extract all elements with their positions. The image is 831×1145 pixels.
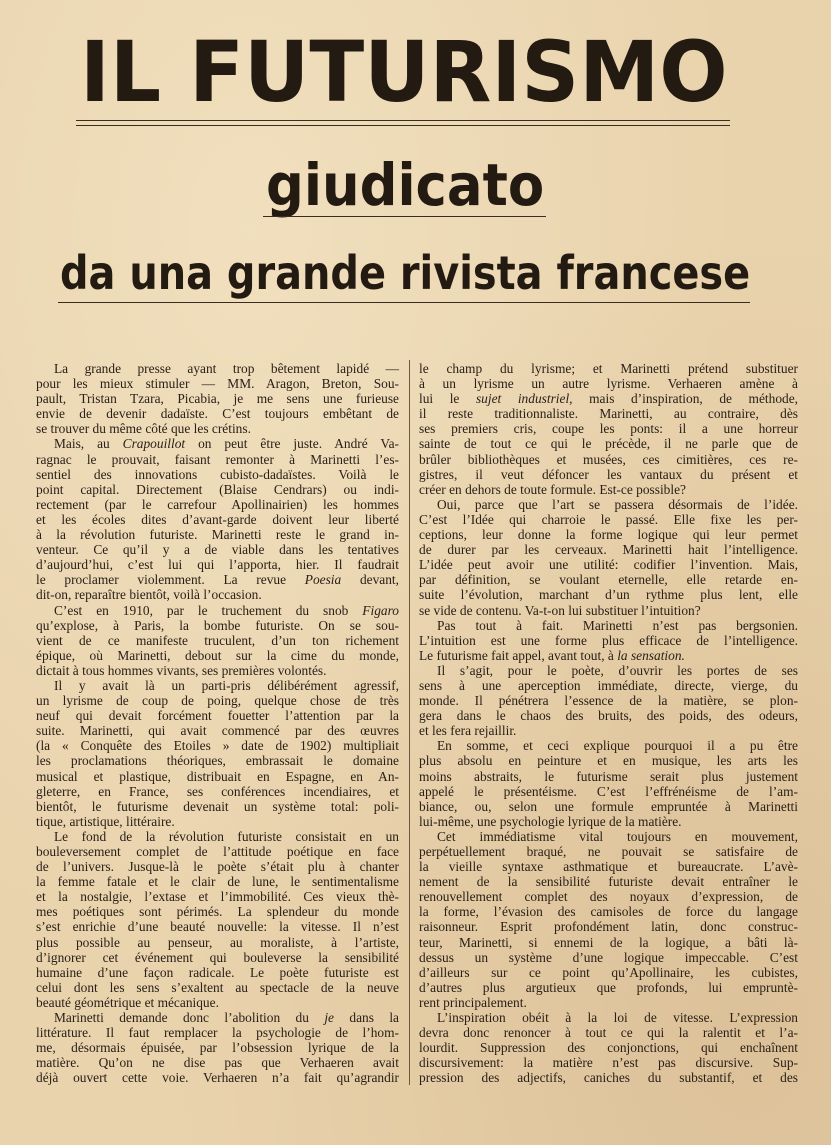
- article-line: [419, 376, 798, 391]
- article-line: [419, 1010, 798, 1025]
- italic-text: je: [324, 1010, 334, 1026]
- article-line: [36, 512, 399, 527]
- article-line: [36, 618, 399, 633]
- article-line: [36, 799, 399, 814]
- text-segment: la forme, l’évasion des camisoles de force du langage: [419, 904, 798, 920]
- text-segment: L’intuition est une forme plus efficace de l’intelligence.: [419, 632, 798, 648]
- article-line: [36, 467, 399, 482]
- article-line: [419, 995, 798, 1010]
- text-segment: tique, artistique, littéraire.: [36, 813, 175, 829]
- article-line: [36, 995, 399, 1010]
- article-line: [419, 904, 798, 919]
- text-segment: sainte de tout ce qui le précède, il ne parle que de: [419, 436, 798, 452]
- text-segment: d’autres plus argutieux que profonds, lui empruntè-: [419, 979, 798, 995]
- text-segment: monde. Il pénétrera l’essence de la matière, se plon-: [419, 693, 798, 709]
- text-segment: teur, Marinetti, si ennemi de la logique, a bâti là-: [419, 934, 798, 950]
- text-segment: épique, où Marinetti, debout sur la cime du monde,: [36, 647, 399, 663]
- article-line: [36, 769, 399, 784]
- article-line: [419, 452, 798, 467]
- article-line: [419, 950, 798, 965]
- text-segment: se vide de contenu. Va-t-on lui substituer l’intuition?: [419, 602, 701, 618]
- title-double-rule-top: [76, 120, 730, 121]
- article-line: [419, 723, 798, 738]
- article-line: [36, 1010, 399, 1025]
- text-segment: gistres, il veut défoncer les vantaux du présent et: [419, 466, 798, 482]
- text-segment: gera dans le chaos des bruits, des poids, des odeurs,: [419, 708, 798, 724]
- text-segment: nement de la sensibilité futuriste devait entraîner le: [419, 874, 798, 890]
- text-segment: biance, ou, selon une formule empruntée à Marinetti: [419, 798, 798, 814]
- text-segment: humaine d’une façon radicale. Le poète futuriste est: [36, 964, 399, 980]
- italic-text: Crapouillot: [122, 436, 186, 452]
- article-line: [419, 1040, 798, 1055]
- article-line: [36, 1025, 399, 1040]
- article-line: [36, 482, 399, 497]
- text-segment: mais d’inspiration, de méthode,: [572, 391, 799, 407]
- italic-text: Poesia: [304, 572, 342, 588]
- article-line: [36, 542, 399, 557]
- italic-text: la sensation.: [617, 647, 685, 663]
- text-segment: En somme, et ceci explique pourquoi il a pu être: [437, 738, 798, 754]
- text-segment: lui-même, une psychologie lyrique de la matière.: [419, 813, 682, 829]
- text-segment: de durer par les cerveaux. Marinetti hait l’intelligence.: [419, 542, 798, 558]
- text-segment: me, désormais épuisée, par l’obsession lyrique de la: [36, 1040, 399, 1056]
- article-line: [419, 829, 798, 844]
- article-line: [36, 452, 399, 467]
- article-line: [36, 633, 399, 648]
- text-segment: pression des adjectifs, caniches du substantif, et des: [419, 1070, 798, 1086]
- article-line: [419, 769, 798, 784]
- text-segment: Le fond de la révolution futuriste consistait en un: [54, 828, 399, 844]
- text-segment: le champ du lyrisme; et Marinetti prétend substituer: [419, 361, 798, 376]
- article-line: [36, 844, 399, 859]
- text-segment: Mais, au: [54, 436, 123, 452]
- article-line: [419, 1055, 798, 1070]
- article-line: [36, 1070, 399, 1085]
- article-line: [36, 497, 399, 512]
- text-segment: et les écoles dites d’avant-garde doivent leur liberté: [36, 511, 399, 527]
- column-divider: [409, 360, 410, 1085]
- text-segment: et les fera rejaillir.: [419, 723, 517, 739]
- article-line: [419, 1070, 798, 1085]
- article-line: [36, 557, 399, 572]
- headline-title: IL FUTURISMO: [80, 23, 728, 121]
- text-segment: dans la: [334, 1010, 399, 1026]
- text-segment: créer en dehors de toute formule. Est-ce possible?: [419, 481, 686, 497]
- article-line: [419, 889, 798, 904]
- text-segment: sentiel des innovations cubisto-dadaïstes. Voilà le: [36, 466, 399, 482]
- article-line: [36, 587, 399, 602]
- article-line: [419, 482, 798, 497]
- text-segment: brûler bibliothèques et musées, ces cimitières, ces re-: [419, 451, 798, 467]
- text-segment: suite. Marinetti, qui avait commencé par des œuvres: [36, 723, 399, 739]
- article-line: [36, 572, 399, 587]
- article-line: [419, 708, 798, 723]
- article-line: [36, 904, 399, 919]
- text-segment: Il y avait là un parti-pris délibérément agressif,: [54, 677, 399, 693]
- article-line: [36, 648, 399, 663]
- article-line: [36, 436, 399, 451]
- text-segment: bientôt, le futurisme devenait un système total: poli-: [36, 798, 399, 814]
- article-line: [36, 376, 399, 391]
- text-segment: La grande presse ayant trop bêtement lapidé —: [54, 361, 399, 376]
- article-line: [419, 1025, 798, 1040]
- text-segment: plus possible au penseur, au moraliste, à l’artiste,: [36, 934, 399, 950]
- article-line: [419, 467, 798, 482]
- text-segment: d’aujourd’hui, c’est lui qui l’apporta, hier. Il faudrait: [36, 557, 399, 573]
- article-line: [419, 603, 798, 618]
- article-line: [419, 919, 798, 934]
- text-segment: Oui, parce que l’art se passera désormais de l’idée.: [437, 496, 798, 512]
- article-line: [419, 814, 798, 829]
- article-line: [419, 678, 798, 693]
- text-segment: matière. Qu’on ne dise pas que Verhaeren avait: [36, 1055, 399, 1071]
- text-segment: se trouver du même côté que les crétins.: [36, 421, 251, 437]
- text-segment: et la nostalgie, l’extase et l’immobilité. Ces vieux thè-: [36, 889, 399, 905]
- article-line: [419, 497, 798, 512]
- text-segment: déjà ouvert cette voie. Verhaeren n’a fait qu’agrandir: [36, 1070, 399, 1086]
- article-line: [36, 874, 399, 889]
- text-segment: ses premiers cris, coupe les ponts: il a une horreur: [419, 421, 798, 437]
- text-segment: discursivement: la matière n’est pas discursive. Sup-: [419, 1055, 798, 1071]
- text-segment: pault, Tristan Tzara, Picabia, je me sens une furieuse: [36, 391, 399, 407]
- article-line: [419, 406, 798, 421]
- text-segment: renouvellement complet des noyaux d’expression, de: [419, 889, 798, 905]
- text-segment: envie de devenir dadaïste. C’est toujours embêtant de: [36, 406, 399, 422]
- article-line: [419, 693, 798, 708]
- text-segment: neuf qui devait forcément fouetter l’attention par la: [36, 708, 399, 724]
- text-segment: dessus un système d’une logique impeccable. C’est: [419, 949, 798, 965]
- article-line: [36, 1040, 399, 1055]
- text-segment: on peut être juste. André Va-: [185, 436, 399, 452]
- text-segment: C’est en 1910, par le truchement du snob: [54, 602, 363, 618]
- article-line: [419, 663, 798, 678]
- text-segment: s’est enrichie d’une beauté nouvelle: la vitesse. Il n’est: [36, 919, 399, 935]
- headline-subtitle: giudicato: [266, 151, 545, 219]
- text-segment: la vieille syntaxe asthmatique et bureaucrate. L’avè-: [419, 859, 798, 875]
- italic-text: sujet industriel,: [475, 391, 573, 407]
- article-line: [419, 874, 798, 889]
- article-line: [419, 738, 798, 753]
- article-line: [36, 889, 399, 904]
- article-line: [419, 633, 798, 648]
- text-segment: devra donc renoncer à tout ce qui la ralentit et l’a-: [419, 1025, 798, 1041]
- article-column-right: [419, 361, 798, 1086]
- text-segment: un lyrisme de coup de poing, quelque chose de très: [36, 693, 399, 709]
- text-segment: moins abstraits, le futurisme serait plus justement: [419, 768, 798, 784]
- text-segment: dit-on, reparaître bientôt, voilà l’occasion.: [36, 587, 262, 603]
- text-segment: Il s’agit, pour le poète, d’ouvrir les portes de ses: [437, 662, 798, 678]
- text-segment: à un lyrisme un autre lyrisme. Verhaeren amène à: [419, 376, 798, 392]
- article-line: [36, 421, 399, 436]
- article-line: [36, 829, 399, 844]
- text-segment: venteur. Ce qu’il y a de viable dans les tentatives: [36, 542, 399, 558]
- text-segment: Cet immédiatisme vital toujours en mouvement,: [437, 828, 798, 844]
- text-segment: C’est l’Idée qui charroie le passé. Elle fixe les per-: [419, 511, 798, 527]
- article-line: [419, 361, 798, 376]
- text-segment: Le futurisme fait appel, avant tout, à: [419, 647, 618, 663]
- article-line: [419, 421, 798, 436]
- article-line: [36, 527, 399, 542]
- text-segment: lui le: [419, 391, 476, 407]
- text-segment: bouleversement complet de l’attitude poétique en face: [36, 844, 399, 859]
- article-line: [419, 557, 798, 572]
- article-line: [36, 859, 399, 874]
- article-line: [419, 391, 798, 406]
- text-segment: ceptions, leur donne la forme logique qui leur permet: [419, 527, 798, 543]
- article-line: [419, 753, 798, 768]
- text-segment: plus absolu en peinture et en musique, les arts les: [419, 753, 798, 769]
- article-line: [419, 965, 798, 980]
- text-segment: perpétuellement braqué, ne pouvait se satisfaire de: [419, 844, 798, 859]
- article-line: [36, 753, 399, 768]
- text-segment: ragnac le prouvait, faisant remonter à Marinetti l’es-: [36, 451, 399, 467]
- article-line: [419, 935, 798, 950]
- text-segment: dictait à tous hommes vivants, ses premières volontés.: [36, 662, 327, 678]
- text-segment: qu’explose, à Paris, la bombe futuriste. On se sou-: [36, 617, 399, 633]
- text-segment: sens à une aperception immédiate, directe, vierge, du: [419, 677, 798, 693]
- text-segment: d’ailleurs sur ce point qu’Apollinaire, les cubistes,: [419, 964, 798, 980]
- text-segment: lourdit. Suppression des conjonctions, qui enchaînent: [419, 1040, 798, 1056]
- text-segment: le proclamer violemment. La revue: [36, 572, 305, 588]
- article-line: [36, 784, 399, 799]
- text-segment: rent principalement.: [419, 994, 527, 1010]
- article-line: [36, 406, 399, 421]
- article-line: [419, 512, 798, 527]
- text-segment: appelé le présentéisme. C’est l’effrénéisme de l’am-: [419, 783, 798, 799]
- text-segment: les proclamations théoriques, embrassait le domaine: [36, 753, 399, 769]
- text-segment: par définition, se voulant eternelle, elle retarde en-: [419, 572, 798, 588]
- article-line: [36, 950, 399, 965]
- article-line: [419, 542, 798, 557]
- article-line: [36, 361, 399, 376]
- article-line: [36, 1055, 399, 1070]
- headline-subtitle-2: da una grande rivista francese: [60, 246, 751, 300]
- article-line: [419, 844, 798, 859]
- text-segment: à la révolution futuriste. Marinetti reste le grand in-: [36, 527, 399, 543]
- article-line: [419, 980, 798, 995]
- article-line: [419, 572, 798, 587]
- article-line: [419, 527, 798, 542]
- article-line: [36, 603, 399, 618]
- text-segment: vient de ce manifeste truculent, d’un ton richement: [36, 632, 399, 648]
- article-line: [36, 678, 399, 693]
- text-segment: celui dont les sens s’exaltent au spectacle de la neuve: [36, 979, 399, 995]
- article-line: [36, 663, 399, 678]
- text-segment: d’ignorer cet événement qui bouleverse la sensibilité: [36, 949, 399, 965]
- article-line: [419, 648, 798, 663]
- article-line: [36, 738, 399, 753]
- article-line: [36, 708, 399, 723]
- text-segment: littérature. Il faut remplacer la psychologie de l’hom-: [36, 1025, 399, 1041]
- article-line: [419, 436, 798, 451]
- text-segment: Marinetti demande donc l’abolition du: [54, 1010, 325, 1026]
- text-segment: la femme fatale et le clair de lune, le sentimentalisme: [36, 874, 399, 890]
- italic-text: Figaro: [362, 602, 399, 618]
- article-line: [419, 784, 798, 799]
- article-line: [36, 814, 399, 829]
- text-segment: L’inspiration obéit à la loi de vitesse. L’expression: [437, 1010, 798, 1026]
- article-line: [36, 723, 399, 738]
- text-segment: devant,: [341, 572, 399, 588]
- article-line: [36, 965, 399, 980]
- text-segment: point capital. Directement (Blaise Cendrars) ou indi-: [36, 481, 399, 497]
- title-double-rule-bottom: [76, 125, 730, 126]
- article-line: [36, 935, 399, 950]
- text-segment: de l’univers. Jusque-là le poète s’était plu à chanter: [36, 859, 399, 875]
- text-segment: rectement (par le carrefour Apollinairien) les hommes: [36, 496, 399, 512]
- text-segment: suite l’évolution, marchant d’un rythme plus lent, elle: [419, 587, 798, 603]
- article-line: [36, 391, 399, 406]
- text-segment: raisonneur. Esprit profondément latin, donc construc-: [419, 919, 798, 935]
- article-line: [419, 799, 798, 814]
- article-line: [419, 587, 798, 602]
- article-line: [419, 618, 798, 633]
- article-line: [36, 693, 399, 708]
- article-line: [36, 919, 399, 934]
- article-line: [419, 859, 798, 874]
- text-segment: gleterre, en France, ses conférences incendiaires, et: [36, 783, 399, 799]
- subtitle-2-rule: [58, 302, 750, 303]
- text-segment: mes poétiques sont périmés. La splendeur du monde: [36, 904, 399, 920]
- article-column-left: [36, 361, 399, 1086]
- text-segment: L’idée peut avoir une utilité: codifier l’invention. Mais,: [419, 557, 798, 573]
- text-segment: il reste traditionnaliste. Marinetti, au contraire, dès: [419, 406, 798, 422]
- text-segment: beauté géométrique et mécanique.: [36, 994, 219, 1010]
- text-segment: Pas tout à fait. Marinetti n’est pas bergsonien.: [437, 617, 798, 633]
- text-segment: pour les mieux stimuler — MM. Aragon, Breton, Sou-: [36, 376, 399, 392]
- article-line: [36, 980, 399, 995]
- text-segment: musical et plastique, distribuait en Espagne, en An-: [36, 768, 399, 784]
- subtitle-rule: [263, 216, 546, 217]
- text-segment: (la « Conquête des Etoiles » date de 1902) multipliait: [36, 738, 399, 754]
